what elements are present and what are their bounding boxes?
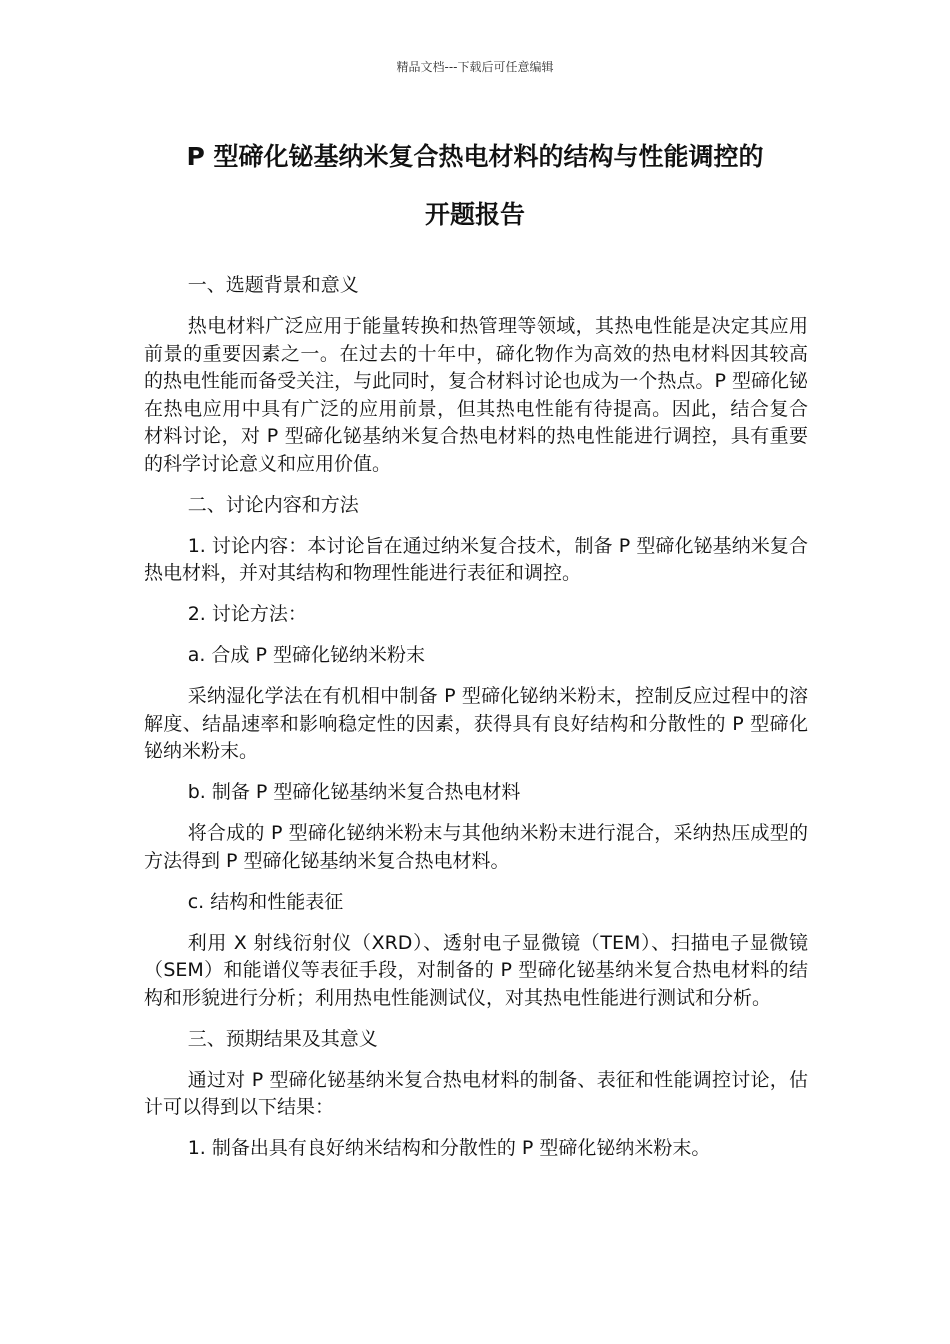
subheading-preparation: b. 制备 P 型碲化铋基纳米复合热电材料 xyxy=(187,781,521,803)
paragraph-background: 热电材料广泛应用于能量转换和热管理等领域，其热电性能是决定其应用前景的重要因素之一。在过去的十年中，碲化物作为高效的热电材料因其较高的热电性能而备受关注，与此同时，复合材料讨论也成为一个热点。P 型碲化铋在热电应用中具有广泛的应用前景，但其热电性能有待提高。因此，结合复合材料讨论，对 P 型碲化铋基纳米复合热电材料的热电性能进行调控，具有重要的科学讨论意义和应用价值。 xyxy=(144,315,808,475)
subheading-synthesis: a. 合成 P 型碲化铋纳米粉末 xyxy=(187,644,425,666)
section-heading-background: 一、选题背景和意义 xyxy=(187,274,359,296)
section-heading-expected-results: 三、预期结果及其意义 xyxy=(187,1027,378,1050)
paragraph-synthesis: 采纳湿化学法在有机相中制备 P 型碲化铋纳米粉末，控制反应过程中的溶解度、结晶速率和影响稳定性的因素，获得具有良好结构和分散性的 P 型碲化铋纳米粉末。 xyxy=(144,685,808,762)
subheading-characterization: c. 结构和性能表征 xyxy=(187,890,344,913)
section-heading-content-methods: 二、讨论内容和方法 xyxy=(187,493,359,516)
header-note: 精品文档---下载后可任意编辑 xyxy=(396,60,554,74)
paragraph-characterization: 利用 X 射线衍射仪（XRD）、透射电子显微镜（TEM）、扫描电子显微镜（SEM）和能谱仪等表征手段，对制备的 P 型碲化铋基纳米复合热电材料的结构和形貌进行分析；利用热电性能测试仪，对其热电性能进行测试和分析。 xyxy=(144,931,808,1009)
paragraph-preparation: 将合成的 P 型碲化铋纳米粉末与其他纳米粉末进行混合，采纳热压成型的方法得到 P 型碲化铋基纳米复合热电材料。 xyxy=(144,822,808,872)
title-line-1: P 型碲化铋基纳米复合热电材料的结构与性能调控的 xyxy=(186,142,764,171)
paragraph-research-methods-label: 2. 讨论方法： xyxy=(187,603,307,625)
title-line-2: 开题报告 xyxy=(424,200,525,229)
document-title xyxy=(110,128,840,244)
paragraph-research-content: 1. 讨论内容：本讨论旨在通过纳米复合技术，制备 P 型碲化铋基纳米复合热电材料，并对其结构和物理性能进行表征和调控。 xyxy=(144,534,808,584)
paragraph-expected-result-1: 1. 制备出具有良好纳米结构和分散性的 P 型碲化铋纳米粉末。 xyxy=(187,1137,711,1159)
document-body xyxy=(144,272,808,1176)
paragraph-expected-intro: 通过对 P 型碲化铋基纳米复合热电材料的制备、表征和性能调控讨论，估计可以得到以下结果： xyxy=(144,1068,808,1118)
